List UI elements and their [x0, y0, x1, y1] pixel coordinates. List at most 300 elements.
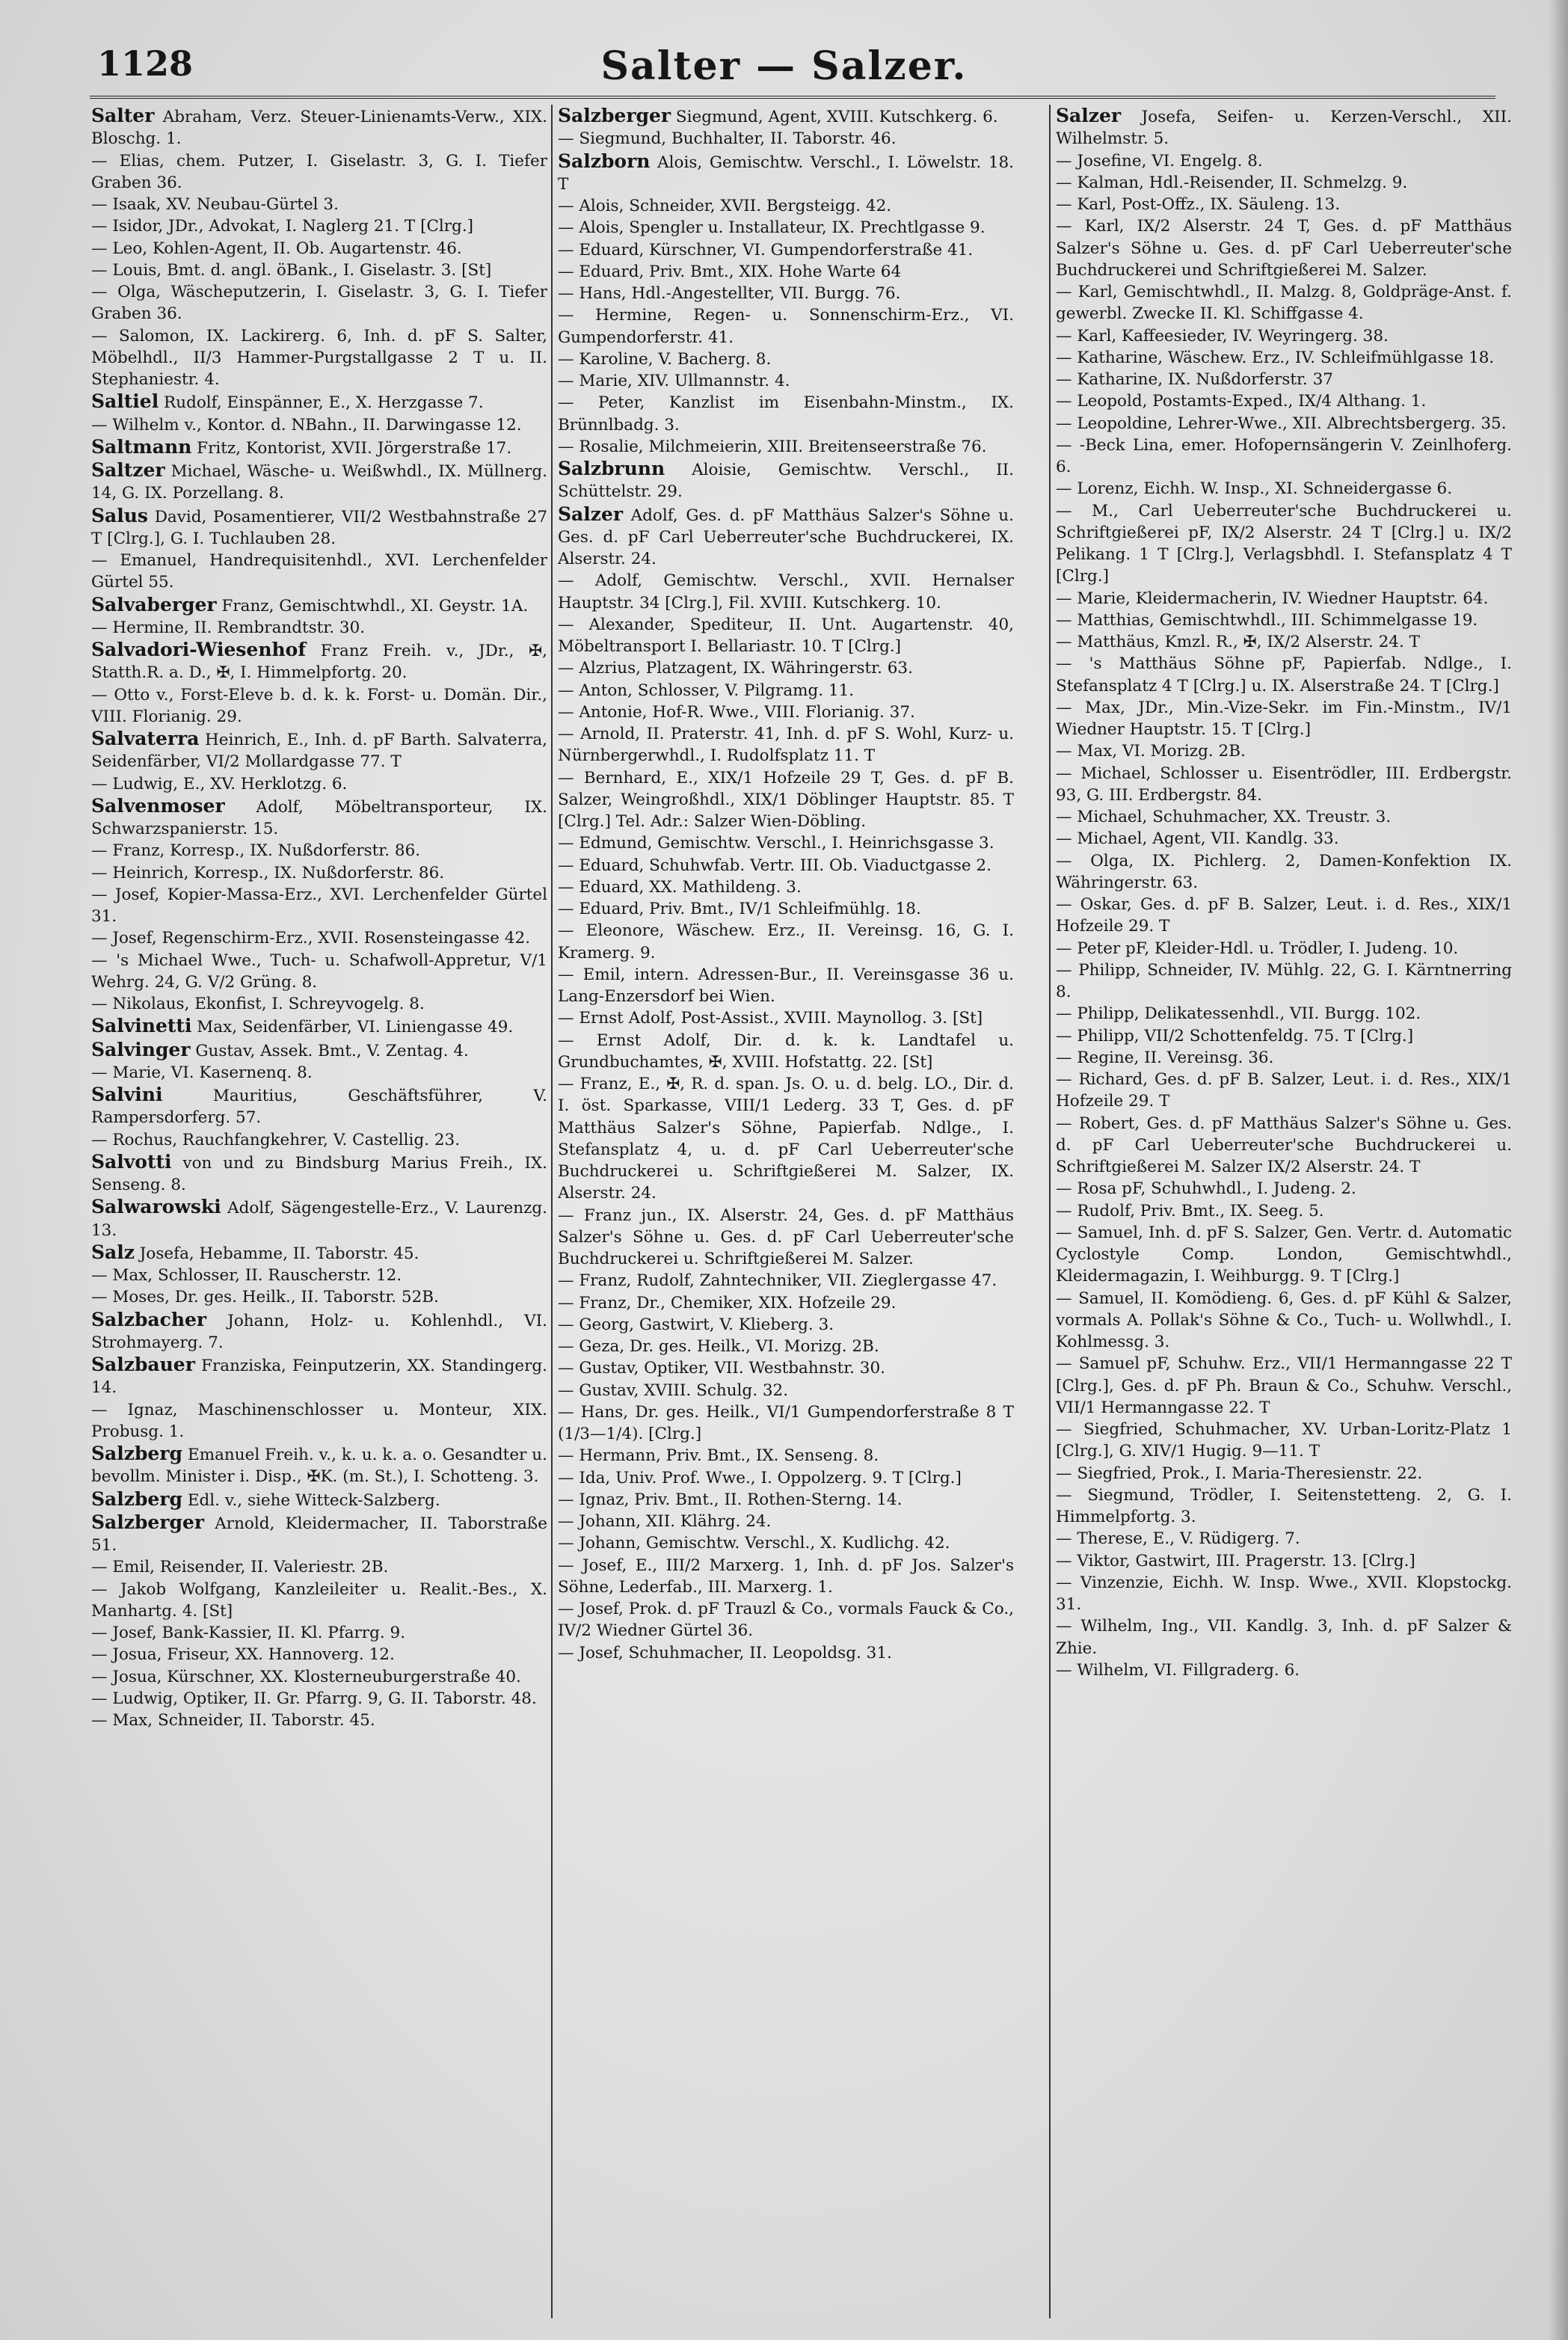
directory-entry: [558, 1357, 1014, 1379]
directory-entry: [91, 215, 547, 237]
entry-text: — Franz, E., ✠, R. d. span. Js. O. u. d. belg. LO., Dir. d. I. öst. Sparkasse, VIII/1 Lederg. 33 T, Ges. d. pF Matthäus Salzer's Söhne, Papierfab. Ndlge., I. Stefansplatz 4, u. d. pF Carl Ueberreuter'sche Buchdruckerei u. Schriftgießerei M. Salzer, IX. Alserstr. 24.: [558, 1075, 1014, 1203]
directory-entry: [1056, 1528, 1512, 1550]
entry-surname: Salzbauer: [91, 1354, 195, 1375]
entry-text: — Eduard, XX. Mathildeng. 3.: [558, 877, 802, 897]
directory-entry: [558, 1030, 1014, 1074]
directory-entry: [558, 832, 1014, 854]
directory-entry: [1056, 390, 1512, 412]
directory-entry: [558, 1314, 1014, 1336]
entry-text: — Alois, Spengler u. Installateur, IX. Prechtlgasse 9.: [558, 218, 986, 238]
directory-entry: [91, 436, 547, 459]
directory-entry: [1056, 828, 1512, 850]
directory-entry: [558, 614, 1014, 658]
entry-text: — Gustav, Optiker, VII. Westbahnstr. 30.: [558, 1359, 885, 1378]
entry-text: — Ludwig, E., XV. Herklotzg. 6.: [91, 774, 348, 793]
entry-text: — Katharine, IX. Nußdorferstr. 37: [1056, 370, 1333, 389]
directory-entry: [1056, 215, 1512, 281]
entry-text: — Emil, Reisender, II. Valeriestr. 2B.: [91, 1558, 389, 1577]
entry-surname: Salzer: [558, 503, 624, 525]
directory-entry: [558, 1598, 1014, 1642]
entry-text: — Matthias, Gemischtwhdl., III. Schimmelgasse 19.: [1056, 610, 1478, 630]
directory-entry: [91, 1241, 547, 1265]
entry-text: — Siegmund, Buchhalter, II. Taborstr. 46.: [558, 129, 897, 149]
entry-text: — Josef, Bank-Kassier, II. Kl. Pfarrg. 9.: [91, 1624, 406, 1642]
directory-entry: [91, 1644, 547, 1665]
directory-entry: [558, 283, 1014, 304]
entry-surname: Salwarowski: [91, 1196, 221, 1218]
directory-entry: [1056, 1047, 1512, 1069]
directory-entry: [1056, 1003, 1512, 1025]
directory-entry: [558, 1073, 1014, 1205]
entry-text: — Ignaz, Priv. Bmt., II. Rothen-Sterng. 14.: [558, 1490, 903, 1509]
directory-entry: [1056, 105, 1512, 150]
directory-entry: [558, 458, 1014, 503]
directory-entry: [1056, 740, 1512, 762]
directory-entry: [91, 773, 547, 795]
directory-entry: [91, 1710, 547, 1731]
entry-surname: Saltiel: [91, 390, 159, 413]
directory-entry: [91, 459, 547, 505]
entry-surname: Salvenmoser: [91, 794, 225, 817]
directory-entry: [91, 105, 547, 150]
entry-text: Franziska, Feinputzerin, XX. Standingerg. 14.: [91, 1357, 547, 1398]
entry-text: — Rosa pF, Schuhwhdl., I. Judeng. 2.: [1056, 1179, 1356, 1199]
directory-entry: [91, 1579, 547, 1623]
entry-text: — Peter, Kanzlist im Eisenbahn-Minstm., IX. Brünnlbadg. 3.: [558, 393, 1014, 434]
directory-entry: [1056, 194, 1512, 215]
directory-entry: [558, 304, 1014, 348]
directory-entry: [91, 390, 547, 414]
directory-entry: [91, 1666, 547, 1688]
column-divider: [1049, 105, 1051, 2318]
directory-entry: [91, 862, 547, 884]
entry-text: — Wilhelm, Ing., VII. Kandlg. 3, Inh. d. pF Salzer & Zhie.: [1056, 1617, 1512, 1658]
directory-entry: [91, 1443, 547, 1488]
entry-text: — Franz jun., IX. Alserstr. 24, Ges. d. pF Matthäus Salzer's Söhne u. Ges. d. pF Carl Ueberreuter'sche Buchdruckerei u. Schriftgießerei M. Salzer.: [558, 1206, 1014, 1268]
directory-entry: [1056, 369, 1512, 390]
entry-text: — Louis, Bmt. d. angl. öBank., I. Giselastr. 3. [St]: [91, 260, 492, 280]
directory-entry: [91, 795, 547, 841]
directory-entry: [91, 1062, 547, 1084]
directory-entry: [558, 964, 1014, 1008]
entry-text: — Antonie, Hof-R. Wwe., VIII. Florianig. 37.: [558, 702, 915, 722]
directory-entry: [558, 1532, 1014, 1554]
entry-text: — Eduard, Kürschner, VI. Gumpendorferstraße 41.: [558, 240, 974, 260]
entry-text: — Michael, Schlosser u. Eisentrödler, III. Erdbergstr. 93, G. III. Erdbergstr. 84.: [1056, 764, 1512, 805]
entry-text: Arnold, Kleidermacher, II. Taborstraße 51.: [91, 1514, 547, 1555]
entry-text: — -Beck Lina, emer. Hofopernsängerin V. Zeinlhoferg. 6.: [1056, 435, 1512, 476]
directory-entry: [91, 1015, 547, 1038]
directory-entry: [558, 348, 1014, 370]
directory-entry: [1056, 1484, 1512, 1529]
entry-text: Rudolf, Einspänner, E., X. Herzgasse 7.: [164, 393, 484, 413]
directory-entry: [1056, 763, 1512, 807]
directory-entry: [1056, 1200, 1512, 1222]
entry-surname: Salzberg: [91, 1487, 182, 1510]
entry-text: — Ignaz, Maschinenschlosser u. Monteur, XIX. Probusg. 1.: [91, 1400, 547, 1441]
directory-entry: [558, 680, 1014, 701]
entry-text: — Samuel, Inh. d. pF S. Salzer, Gen. Vertr. d. Automatic Cyclostyle Comp. London, Gemischtwhdl., Kleidermagazin, I. Weihburgg. 9. T [Clrg.]: [1056, 1223, 1512, 1286]
directory-entry: [91, 194, 547, 215]
entry-text: — Karl, Gemischtwhdl., II. Malzg. 8, Goldpräge-Anst. f. gewerbl. Zwecke II. Kl. Schiffgasse 4.: [1056, 283, 1512, 324]
directory-entry: [91, 1196, 547, 1241]
directory-entry: [91, 1084, 547, 1129]
entry-text: — Richard, Ges. d. pF B. Salzer, Leut. i. d. Res., XIX/1 Hofzeile 29. T: [1056, 1070, 1512, 1111]
directory-entry: [558, 1489, 1014, 1511]
entry-text: — Michael, Agent, VII. Kandlg. 33.: [1056, 829, 1339, 849]
directory-entry: [91, 617, 547, 639]
entry-text: — Josef, E., III/2 Marxerg. 1, Inh. d. pF Jos. Salzer's Söhne, Lederfab., III. Marxerg. 1.: [558, 1556, 1014, 1597]
entry-text: — Eduard, Schuhwfab. Vertr. III. Ob. Viaductgasse 2.: [558, 856, 991, 875]
entry-text: Fritz, Kontorist, XVII. Jörgerstraße 17.: [197, 438, 512, 458]
directory-entry: [558, 898, 1014, 920]
entry-text: — Marie, XIV. Ullmannstr. 4.: [558, 372, 790, 390]
entry-text: — Rosalie, Milchmeierin, XIII. Breitenseerstraße 76.: [558, 437, 987, 456]
directory-entry: [1056, 1419, 1512, 1463]
entry-surname: Salter: [91, 105, 155, 126]
entry-text: — Leopoldine, Lehrer-Wwe., XII. Albrechtsbergerg. 35.: [1056, 414, 1507, 433]
directory-entry: [91, 884, 547, 928]
entry-text: — Rochus, Rauchfangkehrer, V. Castellig. 23.: [91, 1130, 461, 1149]
entry-text: Aloisie, Gemischtw. Verschl., II. Schüttelstr. 29.: [558, 461, 1014, 502]
entry-text: — Emanuel, Handrequisitenhdl., XVI. Lerchenfelder Gürtel 55.: [91, 551, 547, 592]
entry-text: — Marie, VI. Kasernenq. 8.: [91, 1063, 313, 1082]
directory-entry: [558, 1007, 1014, 1029]
entry-text: — Regine, II. Vereinsg. 36.: [1056, 1048, 1274, 1067]
directory-entry: [1056, 1069, 1512, 1113]
entry-surname: Salvotti: [91, 1150, 172, 1173]
entry-text: — Josefine, VI. Engelg. 8.: [1056, 151, 1263, 171]
directory-entry: [1056, 850, 1512, 894]
entry-surname: Salvinger: [91, 1038, 191, 1060]
directory-entry: [1056, 806, 1512, 828]
entry-text: — Johann, XII. Klährg. 24.: [558, 1512, 772, 1531]
entry-text: — Moses, Dr. ges. Heilk., II. Taborstr. 52B.: [91, 1288, 439, 1307]
entry-text: — Elias, chem. Putzer, I. Giselastr. 3, G. I. Tiefer Graben 36.: [91, 151, 547, 192]
entry-text: Alois, Gemischtw. Verschl., I. Löwelstr. 18. T: [558, 153, 1014, 194]
entry-text: — Viktor, Gastwirt, III. Pragerstr. 13. [Clrg.]: [1056, 1551, 1415, 1570]
entry-text: Adolf, Möbeltransporteur, IX. Schwarzspanierstr. 15.: [91, 797, 547, 838]
directory-entry: [91, 1129, 547, 1151]
directory-entry: [1056, 1463, 1512, 1484]
entry-text: Johann, Holz- u. Kohlenhdl., VI. Strohmayerg. 7.: [91, 1311, 547, 1352]
directory-entry: [91, 1511, 547, 1557]
entry-text: — Siegfried, Schuhmacher, XV. Urban-Loritz-Platz 1 [Clrg.], G. XIV/1 Hugig. 9—11. T: [1056, 1420, 1512, 1461]
directory-entry: [91, 594, 547, 617]
directory-entry: [558, 217, 1014, 239]
directory-entry: [1056, 413, 1512, 434]
entry-text: — Karl, Post-Offz., IX. Säuleng. 13.: [1056, 195, 1341, 214]
directory-entry: [1056, 281, 1512, 325]
entry-text: David, Posamentierer, VII/2 Westbahnstraße 27 T [Clrg.], G. I. Tuchlauben 28.: [91, 507, 547, 548]
directory-entry: [91, 414, 547, 436]
directory-entry: [91, 639, 547, 684]
entry-text: — Philipp, Delikatessenhdl., VII. Burgg. 102.: [1056, 1004, 1421, 1024]
entry-text: — Therese, E., V. Rüdigerg. 7.: [1056, 1529, 1300, 1549]
column-1: [91, 105, 547, 2318]
entry-text: — Otto v., Forst-Eleve b. d. k. k. Forst- u. Domän. Dir., VIII. Florianig. 29.: [91, 685, 547, 726]
directory-entry: [558, 1380, 1014, 1401]
directory-entry: [558, 150, 1014, 196]
directory-entry: [1056, 631, 1512, 653]
entry-text: — Nikolaus, Ekonfist, I. Schreyvogelg. 8.: [91, 995, 425, 1013]
entry-text: — Isaak, XV. Neubau-Gürtel 3.: [91, 195, 339, 214]
directory-entry: [1056, 150, 1512, 172]
directory-entry: [91, 1399, 547, 1443]
entry-text: — Jakob Wolfgang, Kanzleileiter u. Realit.-Bes., X. Manhartg. 4. [St]: [91, 1579, 547, 1621]
entry-text: Josefa, Hebamme, II. Taborstr. 45.: [139, 1244, 419, 1263]
directory-entry: [91, 550, 547, 594]
directory-entry: [558, 723, 1014, 767]
entry-text: — Peter pF, Kleider-Hdl. u. Trödler, I. Judeng. 10.: [1056, 939, 1459, 958]
entry-text: — Siegfried, Prok., I. Maria-Theresienstr. 22.: [1056, 1464, 1423, 1483]
entry-text: — 's Matthäus Söhne pF, Papierfab. Ndlge., I. Stefansplatz 4 T [Clrg.] u. IX. Alserstraße 24. T [Clrg.]: [1056, 654, 1512, 695]
directory-entry: [91, 1488, 547, 1511]
directory-entry: [558, 261, 1014, 283]
column-3: [1056, 105, 1512, 2318]
entry-text: — Lorenz, Eichh. W. Insp., XI. Schneidergasse 6.: [1056, 479, 1453, 499]
directory-entry: [558, 1401, 1014, 1446]
entry-text: — Josef, Schuhmacher, II. Leopoldsg. 31.: [558, 1643, 892, 1662]
directory-entry: [1056, 1615, 1512, 1659]
directory-entry: [1056, 697, 1512, 741]
entry-text: — Ernst Adolf, Post-Assist., XVIII. Maynollog. 3. [St]: [558, 1009, 983, 1028]
entry-text: — Josef, Regenschirm-Erz., XVII. Rosensteingasse 42.: [91, 929, 531, 948]
directory-entry: [91, 1622, 547, 1644]
directory-entry: [558, 503, 1014, 571]
entry-text: — Alexander, Spediteur, II. Unt. Augartenstr. 40, Möbeltransport I. Bellariastr. 10. T [Clrg.]: [558, 615, 1014, 656]
directory-entry: [1056, 500, 1512, 588]
entry-text: Max, Seidenfärber, VI. Liniengasse 49.: [197, 1018, 514, 1037]
entry-text: — Adolf, Gemischtw. Verschl., XVII. Hernalser Hauptstr. 34 [Clrg.], Fil. XVIII. Kutschkerg. 10.: [558, 571, 1014, 612]
entry-text: — Josef, Prok. d. pF Trauzl & Co., vormals Fauck & Co., IV/2 Wiedner Gürtel 36.: [558, 1600, 1014, 1641]
entry-text: — Salomon, IX. Lackirerg. 6, Inh. d. pF S. Salter, Möbelhdl., II/3 Hammer-Purgstallgasse 2 T u. II. Stephaniestr. 4.: [91, 326, 547, 389]
entry-surname: Salvadori-Wiesenhof: [91, 639, 307, 660]
entry-surname: Salus: [91, 504, 149, 526]
directory-entry: [558, 657, 1014, 679]
directory-entry: [1056, 959, 1512, 1004]
directory-entry: [558, 701, 1014, 723]
entry-text: — Alois, Schneider, XVII. Bergsteigg. 42.: [558, 197, 892, 215]
entry-text: — Samuel pF, Schuhw. Erz., VII/1 Hermanngasse 22 T [Clrg.], Ges. d. pF Ph. Braun & Co., Schuhw. Verschl., VII/1 Hermanngasse 22. T: [1056, 1354, 1512, 1417]
directory-entry: [1056, 434, 1512, 479]
directory-entry: [558, 855, 1014, 876]
directory-entry: [1056, 1025, 1512, 1047]
directory-entry: [1056, 609, 1512, 631]
entry-text: — Olga, IX. Pichlerg. 2, Damen-Konfektion IX. Währingerstr. 63.: [1056, 851, 1512, 892]
entry-text: — Ida, Univ. Prof. Wwe., I. Oppolzerg. 9. T [Clrg.]: [558, 1468, 962, 1487]
directory-entry: [1056, 1113, 1512, 1179]
entry-text: — Katharine, Wäschew. Erz., IV. Schleifmühlgasse 18.: [1056, 348, 1495, 367]
entry-text: — Marie, Kleidermacherin, IV. Wiedner Hauptstr. 64.: [1056, 589, 1489, 608]
entry-text: — Geza, Dr. ges. Heilk., VI. Morizg. 2B.: [558, 1337, 879, 1356]
directory-entry: [558, 436, 1014, 458]
entry-text: — Philipp, Schneider, IV. Mühlg. 22, G. I. Kärntnerring 8.: [1056, 960, 1512, 1001]
directory-entry: [91, 1265, 547, 1286]
directory-entry: [558, 876, 1014, 898]
page-number: 1128: [97, 43, 194, 84]
directory-entry: [91, 993, 547, 1015]
directory-entry: [91, 1286, 547, 1308]
directory-entry: [558, 392, 1014, 436]
directory-entry: [558, 1336, 1014, 1357]
directory-entry: [558, 1205, 1014, 1271]
header-rule: [90, 96, 1495, 99]
directory-entry: [1056, 1178, 1512, 1200]
entry-text: — Edmund, Gemischtw. Verschl., I. Heinrichsgasse 3.: [558, 834, 994, 853]
entry-text: — Karl, Kaffeesieder, IV. Weyringerg. 38.: [1056, 326, 1389, 346]
entry-text: Adolf, Sägengestelle-Erz., V. Laurenzg. 13.: [91, 1199, 547, 1240]
entry-text: Abraham, Verz. Steuer-Linienamts-Verw., XIX. Bloschg. 1.: [91, 108, 547, 149]
entry-text: von und zu Bindsburg Marius Freih., IX. Senseng. 8.: [91, 1153, 547, 1194]
directory-entry: [91, 260, 547, 281]
directory-entry: [91, 1556, 547, 1578]
directory-entry: [91, 950, 547, 994]
entry-surname: Salzberger: [558, 105, 671, 126]
entry-text: — M., Carl Ueberreuter'sche Buchdruckerei u. Schriftgießerei pF, IX/2 Alserstr. 24 T [Clrg.] u. IX/2 Pelikang. 1 T [Clrg.], Verlagsbhdl. I. Stefansplatz 4 T [Clrg.]: [1056, 501, 1512, 586]
entry-text: Siegmund, Agent, XVIII. Kutschkerg. 6.: [675, 108, 998, 126]
entry-text: — Matthäus, Kmzl. R., ✠, IX/2 Alserstr. 24. T: [1056, 633, 1420, 651]
entry-text: — Max, VI. Morizg. 2B.: [1056, 742, 1246, 761]
entry-text: — Wilhelm, VI. Fillgraderg. 6.: [1056, 1660, 1300, 1680]
entry-text: — Robert, Ges. d. pF Matthäus Salzer's Söhne u. Ges. d. pF Carl Ueberreuter'sche Buchdruckerei u. Schriftgießerei M. Salzer IX/2 Alserstr. 24. T: [1056, 1114, 1512, 1176]
directory-entry: [91, 927, 547, 949]
entry-text: Mauritius, Geschäftsführer, V. Rampersdorferg. 57.: [91, 1087, 547, 1128]
directory-entry: [1056, 1222, 1512, 1288]
entry-surname: Salzberg: [91, 1443, 182, 1464]
directory-entry: [91, 684, 547, 728]
entry-text: — Rudolf, Priv. Bmt., IX. Seeg. 5.: [1056, 1201, 1324, 1220]
directory-entry: [558, 195, 1014, 217]
entry-text: Michael, Wäsche- u. Weißwhdl., IX. Müllnerg. 14, G. IX. Porzellang. 8.: [91, 462, 547, 503]
directory-entry: [91, 505, 547, 550]
entry-text: — Emil, intern. Adressen-Bur., II. Vereinsgasse 36 u. Lang-Enzersdorf bei Wien.: [558, 965, 1014, 1006]
entry-surname: Salzbrunn: [558, 458, 665, 479]
directory-entry: [1056, 894, 1512, 938]
entry-text: — Johann, Gemischtw. Verschl., X. Kudlichg. 42.: [558, 1534, 950, 1553]
entry-surname: Salvaterra: [91, 728, 200, 749]
directory-entry: [558, 239, 1014, 261]
entry-text: — Franz, Dr., Chemiker, XIX. Hofzeile 29.: [558, 1293, 897, 1312]
entry-text: — Franz, Korresp., IX. Nußdorferstr. 86.: [91, 841, 421, 861]
entry-text: Adolf, Ges. d. pF Matthäus Salzer's Söhne u. Ges. d. pF Carl Ueberreuter'sche Buchdruckerei, IX. Alserstr. 24.: [558, 506, 1014, 568]
directory-entry: [91, 238, 547, 260]
entry-text: — Gustav, XVIII. Schulg. 32.: [558, 1381, 789, 1400]
directory-entry: [558, 570, 1014, 614]
entry-text: Gustav, Assek. Bmt., V. Zentag. 4.: [195, 1041, 469, 1060]
entry-text: Edl. v., siehe Witteck-Salzberg.: [187, 1490, 440, 1510]
entry-text: — Max, Schlosser, II. Rauscherstr. 12.: [91, 1266, 402, 1285]
directory-entry: [1056, 1572, 1512, 1616]
entry-text: — Eleonore, Wäschew. Erz., II. Vereinsg. 16, G. I. Kramerg. 9.: [558, 921, 1014, 962]
entry-surname: Salzer: [1056, 105, 1122, 126]
directory-entry: [91, 1309, 547, 1354]
directory-entry: [558, 1511, 1014, 1532]
directory-entry: [1056, 1659, 1512, 1681]
entry-text: — Hans, Hdl.-Angestellter, VII. Burgg. 76.: [558, 284, 901, 303]
directory-entry: [558, 1467, 1014, 1489]
entry-text: — Michael, Schuhmacher, XX. Treustr. 3.: [1056, 808, 1392, 826]
entry-text: Franz, Gemischtwhdl., XI. Geystr. 1A.: [221, 596, 529, 615]
entry-surname: Salz: [91, 1241, 135, 1263]
entry-surname: Salvinetti: [91, 1015, 192, 1037]
entry-text: — Max, Schneider, II. Taborstr. 45.: [91, 1711, 375, 1730]
directory-entry: [1056, 478, 1512, 500]
entry-text: — Hermann, Priv. Bmt., IX. Senseng. 8.: [558, 1446, 879, 1466]
directory-entry: [91, 1688, 547, 1710]
entry-text: — Hans, Dr. ges. Heilk., VI/1 Gumpendorferstraße 8 T (1/3—1/4). [Clrg.]: [558, 1402, 1014, 1443]
directory-entry: [558, 920, 1014, 964]
entry-text: Franz Freih. v., JDr., ✠, Statth.R. a. D., ✠, I. Himmelpfortg. 20.: [91, 642, 547, 683]
entry-text: — Isidor, JDr., Advokat, I. Naglerg 21. T [Clrg.]: [91, 217, 474, 236]
entry-text: — Josua, Kürschner, XX. Klosterneuburgerstraße 40.: [91, 1667, 521, 1686]
entry-surname: Salzborn: [558, 150, 651, 172]
directory-entry: [91, 1354, 547, 1399]
directory-entry: [91, 840, 547, 862]
directory-entry: [91, 1039, 547, 1062]
directory-entry: [1056, 1353, 1512, 1419]
entry-text: — Alzrius, Platzagent, IX. Währingerstr. 63.: [558, 659, 913, 678]
directory-entry: [1056, 1550, 1512, 1572]
entry-text: — Eduard, Priv. Bmt., IV/1 Schleifmühlg. 18.: [558, 900, 921, 918]
entry-text: Heinrich, E., Inh. d. pF Barth. Salvaterra, Seidenfärber, VI/2 Mollardgasse 77. T: [91, 731, 547, 772]
directory-entry: [1056, 653, 1512, 697]
entry-surname: Salzbacher: [91, 1308, 207, 1330]
directory-entry: [1056, 588, 1512, 609]
entry-text: — Leopold, Postamts-Exped., IX/4 Althang. 1.: [1056, 392, 1427, 411]
entry-text: — Vinzenzie, Eichh. W. Insp. Wwe., XVII. Klopstockg. 31.: [1056, 1573, 1512, 1614]
directory-entry: [91, 728, 547, 773]
entry-surname: Saltmann: [91, 435, 192, 458]
entry-text: — Bernhard, E., XIX/1 Hofzeile 29 T, Ges. d. pF B. Salzer, Weingroßhdl., XIX/1 Döblinger Hauptstr. 85. T [Clrg.] Tel. Adr.: Salzer Wien-Döbling.: [558, 768, 1014, 831]
directory-entry: [1056, 347, 1512, 369]
entry-text: — Philipp, VII/2 Schottenfeldg. 75. T [Clrg.]: [1056, 1026, 1414, 1045]
entry-text: — Hermine, II. Rembrandtstr. 30.: [91, 618, 366, 637]
directory-entry: [558, 1292, 1014, 1314]
entry-text: — Siegmund, Trödler, I. Seitenstetteng. 2, G. I. Himmelpfortg. 3.: [1056, 1485, 1512, 1526]
entry-surname: Salvaberger: [91, 593, 217, 615]
entry-text: — Georg, Gastwirt, V. Klieberg. 3.: [558, 1315, 834, 1334]
directory-entry: [91, 150, 547, 194]
entry-text: — Josua, Friseur, XX. Hannoverg. 12.: [91, 1645, 395, 1665]
directory-entry: [1056, 325, 1512, 347]
entry-text: — Heinrich, Korresp., IX. Nußdorferstr. 86.: [91, 863, 445, 882]
directory-entry: [91, 325, 547, 391]
directory-entry: [91, 281, 547, 325]
entry-text: — Samuel, II. Komödieng. 6, Ges. d. pF Kühl & Salzer, vormals A. Pollak's Söhne & Co., Tuch- u. Wollwhdl., I. Kohlmessg. 3.: [1056, 1289, 1512, 1351]
entry-text: — Josef, Kopier-Massa-Erz., XVI. Lerchenfelder Gürtel 31.: [91, 885, 547, 926]
directory-entry: [91, 1151, 547, 1197]
entry-text: — Olga, Wäscheputzerin, I. Giselastr. 3, G. I. Tiefer Graben 36.: [91, 283, 547, 324]
directory-entry: [558, 1555, 1014, 1599]
entry-surname: Saltzer: [91, 459, 165, 481]
entry-text: — Leo, Kohlen-Agent, II. Ob. Augartenstr. 46.: [91, 239, 462, 258]
entry-text: — Karoline, V. Bacherg. 8.: [558, 349, 772, 369]
directory-entry: [558, 105, 1014, 128]
page-edge-shadow: [1549, 0, 1568, 2340]
directory-entry: [558, 1270, 1014, 1292]
directory-entry: [1056, 938, 1512, 959]
entry-text: Emanuel Freih. v., k. u. k. a. o. Gesandter u. bevollm. Minister i. Disp., ✠K. (m. St.), I. Schotteng. 3.: [91, 1446, 547, 1487]
entry-text: — Wilhelm v., Kontor. d. NBahn., II. Darwingasse 12.: [91, 415, 522, 434]
directory-entry: [558, 128, 1014, 150]
directory-entry: [1056, 172, 1512, 194]
entry-text: — 's Michael Wwe., Tuch- u. Schafwoll-Appretur, V/1 Wehrg. 24, G. V/2 Grüng. 8.: [91, 951, 547, 992]
entry-surname: Salzberger: [91, 1511, 205, 1533]
entry-text: — Hermine, Regen- u. Sonnenschirm-Erz., VI. Gumpendorferstr. 41.: [558, 306, 1014, 347]
entry-text: — Kalman, Hdl.-Reisender, II. Schmelzg. 9.: [1056, 173, 1408, 192]
entry-text: — Ernst Adolf, Dir. d. k. k. Landtafel u. Grundbuchamtes, ✠, XVIII. Hofstattg. 22. [St]: [558, 1031, 1014, 1072]
